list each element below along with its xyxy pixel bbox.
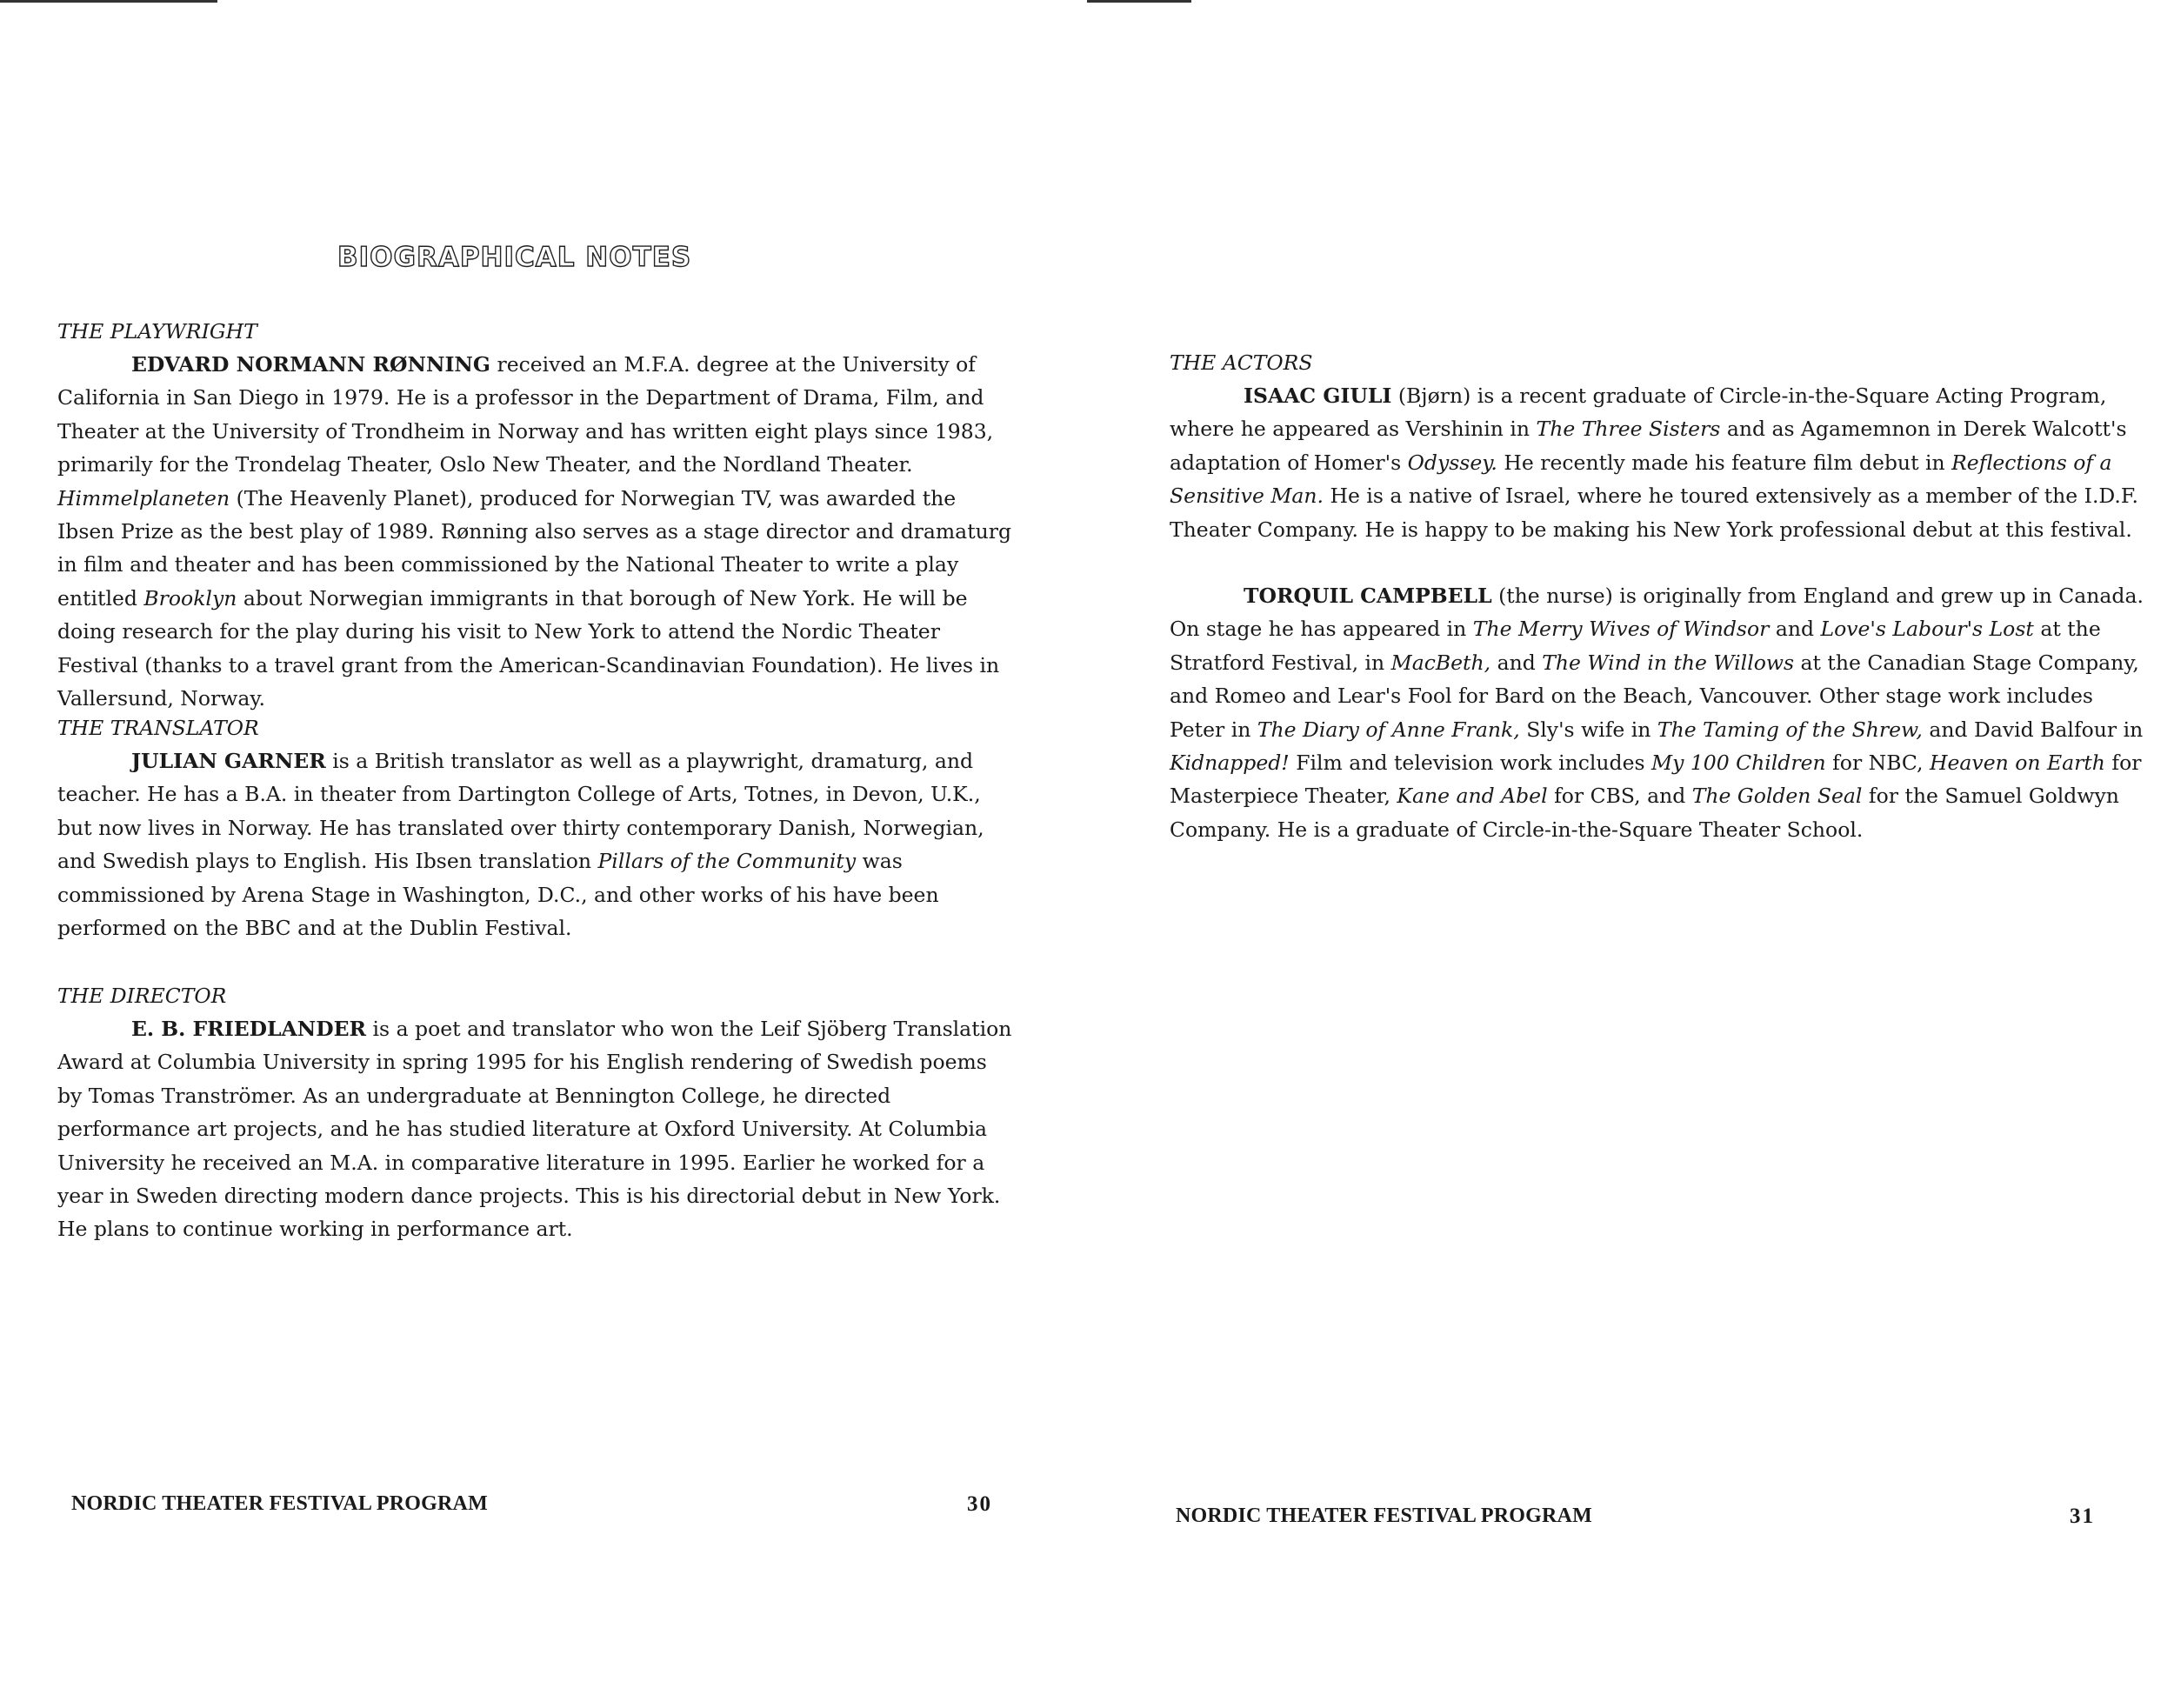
director-heading: THE DIRECTOR [57,984,227,1008]
campbell-section [1170,579,2148,846]
translator-name: JULIAN GARNER [131,749,326,773]
footer-title: NORDIC THEATER FESTIVAL PROGRAM [71,1492,488,1515]
scan-edge-mark [0,0,217,3]
page-title: BIOGRAPHICAL NOTES [337,242,692,273]
giuli-name: ISAAC GIULI [1244,384,1392,408]
actors-section [1170,346,2148,546]
actors-heading: THE ACTORS [1170,350,1313,375]
right-page [1087,0,2174,1708]
director-section [57,979,1014,1246]
scan-edge-mark [1087,0,1191,3]
playwright-bio: EDVARD NORMANN RØNNING received an M.F.A. degree at the University of California in San Diego in 1979. He is a professor in the Department of Drama, Film, and Theater at the University of Trondheim in Norway and has written eight plays since 1983, primarily for the Trondelag Theater, Oslo New Theater, and the Nordland Theater. Himmelplaneten (The Heavenly Planet), produced for Norwegian TV, was awarded the Ibsen Prize as the best play of 1989. Rønning also serves as a stage director and dramaturg in film and theater and has been commissioned by the National Theater to write a play entitled Brooklyn about Norwegian immigrants in that borough of New York. He will be doing research for the play during his visit to New York to attend the Nordic Theater Festival (thanks to a travel grant from the American-Scandinavian Foundation). He lives in Vallersund, Norway. [57,352,1012,711]
campbell-bio: TORQUIL CAMPBELL (the nurse) is originally from England and grew up in Canada. On stage he has appeared in The Merry Wives of Windsor and Love's Labour's Lost at the Stratford Festival, in MacBeth, and The Wind in the Willows at the Canadian Stage Company, and Romeo and Lear's Fool for Bard on the Beach, Vancouver. Other stage work includes Peter in The Diary of Anne Frank, Sly's wife in The Taming of the Shrew, and David Balfour in Kidnapped! Film and television work includes My 100 Children for NBC, Heaven on Earth for Masterpiece Theater, Kane and Abel for CBS, and The Golden Seal for the Samuel Goldwyn Company. He is a graduate of Circle-in-the-Square Theater School. [1170,584,2144,842]
translator-section [57,711,1014,944]
translator-heading: THE TRANSLATOR [57,716,259,740]
footer-title: NORDIC THEATER FESTIVAL PROGRAM [1176,1505,1592,1527]
giuli-bio: ISAAC GIULI (Bjørn) is a recent graduate of Circle-in-the-Square Acting Program, where he appeared as Vershinin in The Three Sisters and as Agamemnon in Derek Walcott's adaptation of Homer's Odyssey. He recently made his feature film debut in Reflections of a Sensitive Man. He is a native of Israel, where he toured extensively as a member of the I.D.F. Theater Company. He is happy to be making his New York professional debut at this festival. [1170,384,2138,542]
translator-bio: JULIAN GARNER is a British translator as well as a playwright, dramaturg, and teacher. He has a B.A. in theater from Dartington College of Arts, Totnes, in Devon, U.K., but now lives in Norway. He has translated over thirty contemporary Danish, Norwegian, and Swedish plays to English. His Ibsen translation Pillars of the Community was commissioned by Arena Stage in Washington, D.C., and other works of his have been performed on the BBC and at the Dublin Festival. [57,749,984,941]
director-name: E. B. FRIEDLANDER [131,1017,367,1041]
page-number: 30 [967,1492,992,1516]
playwright-name: EDVARD NORMANN RØNNING [131,352,490,377]
page-number: 31 [2070,1505,2095,1528]
playwright-section [57,315,1014,715]
director-bio: E. B. FRIEDLANDER is a poet and translator who won the Leif Sjöberg Translation Award at Columbia University in spring 1995 for his English rendering of Swedish poems by Tomas Tranströmer. As an undergraduate at Bennington College, he directed performance art projects, and he has studied literature at Oxford University. At Columbia University he received an M.A. in comparative literature in 1995. Earlier he worked for a year in Sweden directing modern dance projects. This is his directorial debut in New York. He plans to continue working in performance art. [57,1017,1012,1242]
playwright-heading: THE PLAYWRIGHT [57,319,257,344]
campbell-name: TORQUIL CAMPBELL [1244,584,1492,608]
